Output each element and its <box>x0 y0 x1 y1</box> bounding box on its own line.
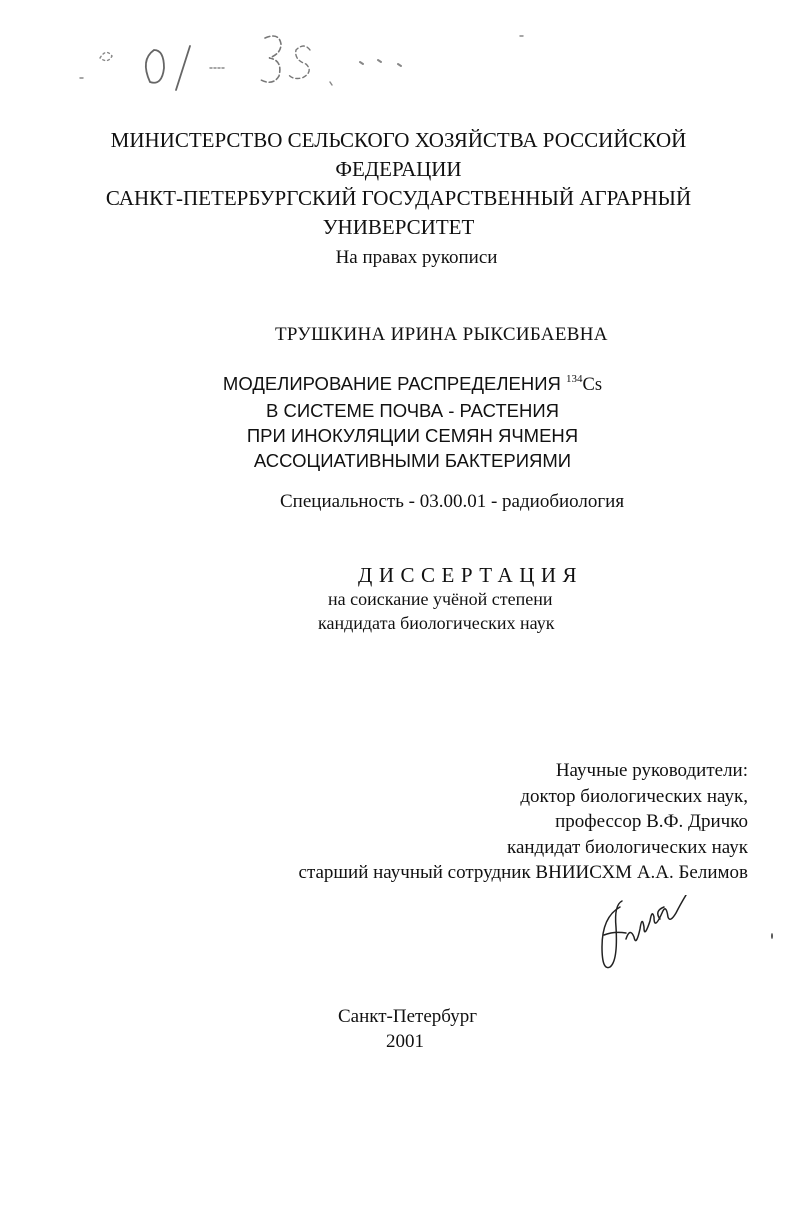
supervisor-2-degree: кандидат биологических наук <box>507 836 748 858</box>
header-line-federation: ФЕДЕРАЦИИ <box>335 157 462 181</box>
header-line-ministry: МИНИСТЕРСТВО СЕЛЬСКОГО ХОЗЯЙСТВА РОССИЙСКОЙ <box>110 128 687 152</box>
supervisor-2-name: старший научный сотрудник ВНИИСХМ А.А. Белимов <box>298 862 748 883</box>
manuscript-note: На правах рукописи <box>335 247 498 268</box>
title-line-1 <box>28 368 797 398</box>
title-line-3: ПРИ ИНОКУЛЯЦИИ СЕМЯН ЯЧМЕНЯ <box>246 425 579 447</box>
supervisors-label: Научные руководители: <box>555 760 748 781</box>
archive-handwritten-mark <box>60 20 560 100</box>
year: 2001 <box>386 1031 424 1052</box>
city: Санкт-Петербург <box>338 1006 478 1027</box>
author-name: ТРУШКИНА ИРИНА РЫКСИБАЕВНА <box>275 324 608 345</box>
isotope-mass-number: 134 <box>566 373 583 385</box>
dissertation-heading: ДИССЕРТАЦИЯ <box>358 563 584 587</box>
degree-line-2: кандидата биологических наук <box>318 613 555 633</box>
dissertation-title <box>0 368 797 473</box>
title-line-1-text: МОДЕЛИРОВАНИЕ РАСПРЕДЕЛЕНИЯ <box>222 373 567 395</box>
specialty-line: Специальность - 03.00.01 - радиобиология <box>280 491 625 512</box>
title-line-2: В СИСТЕМЕ ПОЧВА - РАСТЕНИЯ <box>266 400 559 422</box>
ministry-header <box>0 126 797 242</box>
scan-speck <box>771 933 773 939</box>
handwritten-signature <box>590 895 700 975</box>
supervisors-block <box>299 758 748 886</box>
title-line-4: АССОЦИАТИВНЫМИ БАКТЕРИЯМИ <box>253 450 572 472</box>
supervisor-1-degree: доктор биологических наук, <box>520 785 748 807</box>
header-line-university-end: УНИВЕРСИТЕТ <box>322 215 475 239</box>
degree-line-1: на соискание учёной степени <box>328 589 553 609</box>
header-line-university: САНКТ-ПЕТЕРБУРГСКИЙ ГОСУДАРСТВЕННЫЙ АГРАРНЫЙ <box>105 186 692 210</box>
isotope-symbol: Cs <box>582 375 603 396</box>
supervisor-1-name: профессор В.Ф. Дричко <box>555 811 748 832</box>
